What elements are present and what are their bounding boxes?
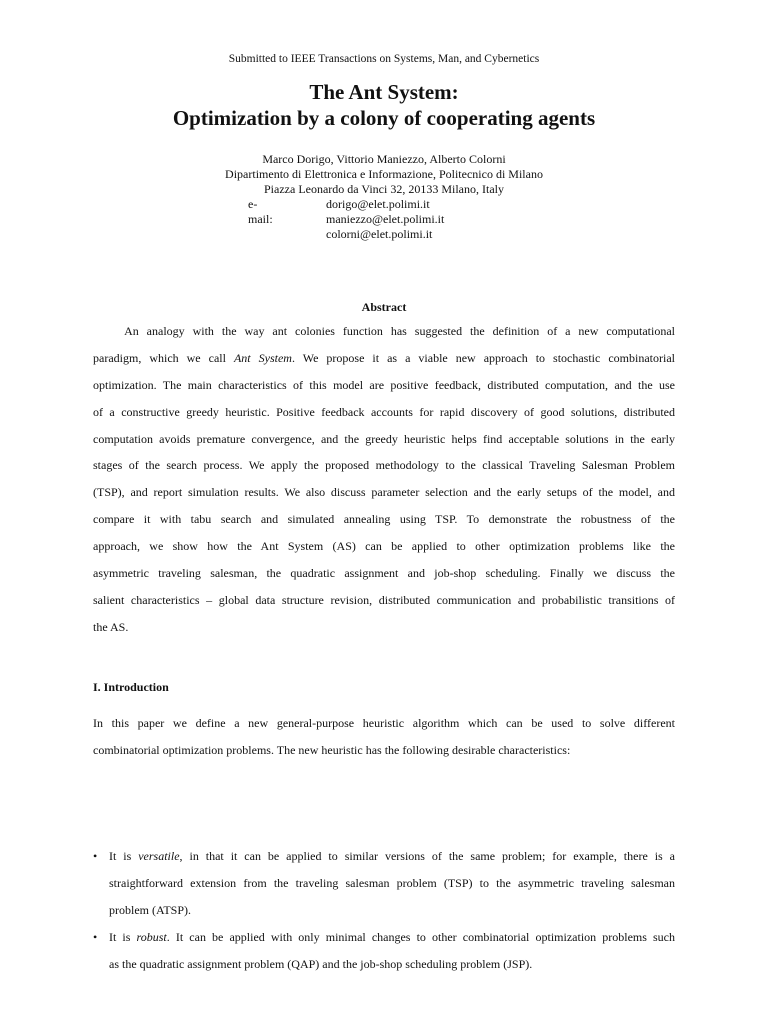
- text-segment: . We propose it as a viable new approach to stochastic combinatorial: [291, 350, 675, 365]
- list-item: [93, 924, 675, 978]
- text-line: [93, 479, 675, 506]
- author-block: [0, 152, 768, 197]
- text-line: [93, 345, 675, 372]
- email-label: e-mail:: [248, 197, 273, 226]
- email-maniezzo[interactable]: maniezzo@elet.polimi.it: [326, 212, 445, 226]
- text-segment: computation avoids premature convergence, and the greedy heuristic helps find acceptable solutions in the early: [93, 431, 675, 446]
- address: Piazza Leonardo da Vinci 32, 20133 Milano, Italy: [264, 182, 504, 196]
- text-segment: the AS.: [93, 619, 129, 634]
- text-line: [93, 318, 675, 345]
- text-line: [109, 843, 675, 870]
- text-segment: optimization. The main characteristics of this model are positive feedback, distributed computation, and the use: [93, 377, 675, 392]
- text-line: [93, 614, 675, 641]
- text-segment: compare it with tabu search and simulated annealing using TSP. To demonstrate the robustness of the: [93, 512, 675, 527]
- emphasis: Ant System: [233, 350, 292, 365]
- emphasis: robust: [136, 929, 167, 944]
- author-names: Marco Dorigo, Vittorio Maniezzo, Alberto Colorni: [262, 152, 506, 166]
- text-line: [93, 533, 675, 560]
- text-line: [109, 870, 675, 897]
- introduction-heading: I. Introduction: [93, 680, 169, 694]
- email-list: [326, 197, 444, 242]
- text-line: [93, 560, 675, 587]
- text-line: [93, 372, 675, 399]
- text-segment: problem (ATSP).: [109, 902, 191, 917]
- title-line-2: Optimization by a colony of cooperating agents: [172, 106, 596, 130]
- text-line: [109, 897, 675, 924]
- text-line: [93, 399, 675, 426]
- text-segment: paradigm, which we call: [93, 350, 234, 365]
- text-segment: , in that it can be applied to similar versions of the same problem; for example, there is a: [179, 849, 675, 863]
- text-segment: straightforward extension from the traveling salesman problem (TSP) to the asymmetric traveling salesman: [109, 875, 675, 890]
- intro-line: combinatorial optimization problems. The new heuristic has the following desirable characteristics:: [93, 742, 571, 757]
- text-line: [93, 506, 675, 533]
- introduction-body: [93, 710, 675, 764]
- text-segment: asymmetric traveling salesman, the quadratic assignment and job-shop scheduling. Finally we discuss the: [93, 566, 675, 581]
- text-segment: approach, we show how the Ant System (AS) can be applied to other optimization problems like the: [93, 539, 675, 554]
- bullet-icon: •: [93, 849, 98, 863]
- text-segment: . It can be applied with only minimal changes to other combinatorial optimization problems such: [166, 929, 675, 944]
- abstract-body: [93, 318, 675, 641]
- abstract-heading: Abstract: [361, 300, 407, 314]
- intro-line: In this paper we define a new general-purpose heuristic algorithm which can be used to solve different: [93, 716, 675, 730]
- text-segment: (TSP), and report simulation results. We also discuss parameter selection and the early setups of the model, and: [93, 485, 675, 500]
- text-line: [93, 426, 675, 453]
- email-colorni[interactable]: colorni@elet.polimi.it: [326, 227, 433, 241]
- venue-line: Submitted to IEEE Transactions on Systems, Man, and Cybernetics: [228, 53, 540, 65]
- text-segment: It is: [109, 849, 139, 863]
- text-line: [109, 951, 675, 978]
- text-segment: salient characteristics – global data structure revision, distributed communication and probabilistic transitions of: [93, 592, 675, 607]
- text-segment: An analogy with the way ant colonies function has suggested the definition of a new computational: [93, 324, 675, 338]
- text-segment: of a constructive greedy heuristic. Positive feedback accounts for rapid discovery of good solutions, distributed: [93, 404, 675, 419]
- title-line-1: The Ant System:: [309, 80, 459, 104]
- emphasis: versatile: [138, 849, 180, 863]
- text-line: [93, 587, 675, 614]
- characteristics-list: [93, 843, 675, 977]
- email-dorigo[interactable]: dorigo@elet.polimi.it: [326, 197, 430, 211]
- bullet-icon: •: [93, 929, 98, 944]
- text-segment: stages of the search process. We apply the proposed methodology to the classical Traveling Salesman Problem: [93, 458, 675, 473]
- affiliation: Dipartimento di Elettronica e Informazione, Politecnico di Milano: [225, 167, 543, 181]
- text-line: [109, 924, 675, 951]
- text-segment: as the quadratic assignment problem (QAP) and the job-shop scheduling problem (JSP).: [109, 956, 533, 971]
- text-segment: It is: [109, 929, 137, 944]
- text-line: [93, 452, 675, 479]
- paper-title: [0, 79, 768, 131]
- list-item: [93, 843, 675, 924]
